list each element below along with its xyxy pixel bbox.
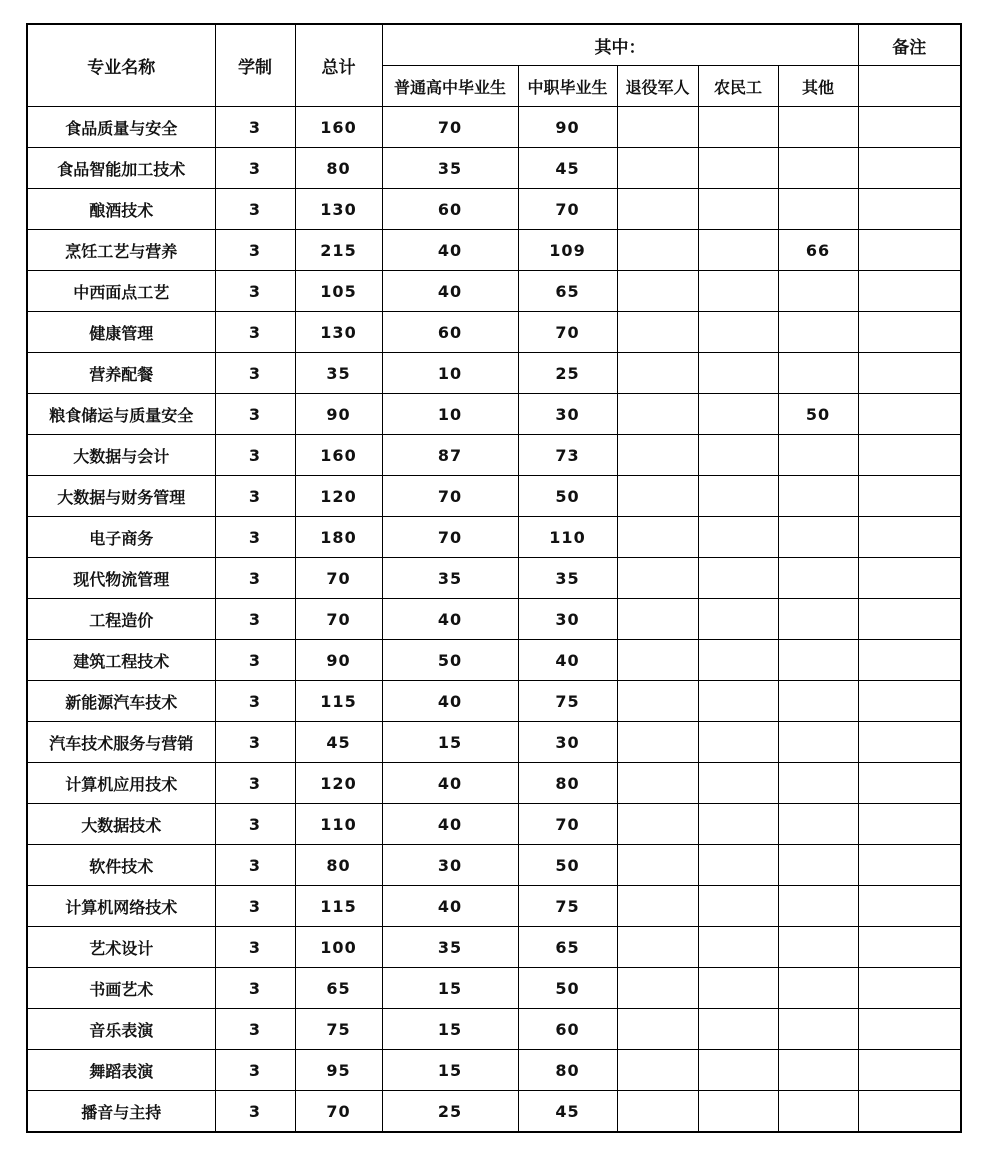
cell-high-school: 60: [382, 189, 518, 230]
cell-other: [778, 1009, 858, 1050]
table-row: [27, 189, 961, 230]
cell-total: 215: [295, 230, 382, 271]
cell-duration: 3: [215, 1009, 295, 1050]
cell-vocational: 75: [518, 886, 617, 927]
cell-other: [778, 312, 858, 353]
cell-veterans: [617, 558, 698, 599]
cell-migrant-workers: [698, 1091, 778, 1133]
cell-duration: 3: [215, 271, 295, 312]
cell-duration: 3: [215, 845, 295, 886]
cell-vocational: 65: [518, 927, 617, 968]
cell-major-name: 中西面点工艺: [27, 271, 215, 312]
table-row: [27, 558, 961, 599]
cell-duration: 3: [215, 804, 295, 845]
cell-duration: 3: [215, 927, 295, 968]
cell-major-name: 计算机网络技术: [27, 886, 215, 927]
cell-total: 35: [295, 353, 382, 394]
cell-total: 45: [295, 722, 382, 763]
cell-remarks: [858, 107, 961, 148]
cell-remarks: [858, 763, 961, 804]
table-body: [27, 107, 961, 1133]
cell-high-school: 25: [382, 1091, 518, 1133]
cell-duration: 3: [215, 886, 295, 927]
cell-remarks: [858, 886, 961, 927]
cell-vocational: 65: [518, 271, 617, 312]
cell-total: 100: [295, 927, 382, 968]
cell-high-school: 35: [382, 927, 518, 968]
cell-other: [778, 353, 858, 394]
cell-high-school: 70: [382, 517, 518, 558]
cell-other: [778, 189, 858, 230]
cell-total: 115: [295, 886, 382, 927]
cell-migrant-workers: [698, 476, 778, 517]
cell-migrant-workers: [698, 148, 778, 189]
table-header: [27, 24, 961, 107]
table-row: [27, 517, 961, 558]
header-vocational: 中职毕业生: [518, 66, 617, 107]
header-remarks-sub: [858, 66, 961, 107]
cell-total: 65: [295, 968, 382, 1009]
cell-migrant-workers: [698, 435, 778, 476]
table-row: [27, 476, 961, 517]
cell-high-school: 40: [382, 886, 518, 927]
cell-vocational: 70: [518, 312, 617, 353]
cell-total: 130: [295, 189, 382, 230]
cell-remarks: [858, 640, 961, 681]
table-row: [27, 845, 961, 886]
cell-duration: 3: [215, 1050, 295, 1091]
table-row: [27, 886, 961, 927]
cell-migrant-workers: [698, 312, 778, 353]
table-row: [27, 230, 961, 271]
cell-vocational: 50: [518, 476, 617, 517]
cell-major-name: 舞蹈表演: [27, 1050, 215, 1091]
cell-major-name: 营养配餐: [27, 353, 215, 394]
cell-total: 90: [295, 394, 382, 435]
cell-duration: 3: [215, 681, 295, 722]
cell-veterans: [617, 722, 698, 763]
cell-vocational: 109: [518, 230, 617, 271]
cell-vocational: 40: [518, 640, 617, 681]
cell-migrant-workers: [698, 927, 778, 968]
cell-duration: 3: [215, 353, 295, 394]
header-remarks: 备注: [858, 24, 961, 66]
cell-veterans: [617, 517, 698, 558]
cell-duration: 3: [215, 763, 295, 804]
table-row: [27, 763, 961, 804]
cell-remarks: [858, 804, 961, 845]
cell-total: 180: [295, 517, 382, 558]
cell-vocational: 30: [518, 599, 617, 640]
cell-veterans: [617, 148, 698, 189]
header-other: 其他: [778, 66, 858, 107]
cell-high-school: 30: [382, 845, 518, 886]
cell-remarks: [858, 476, 961, 517]
cell-remarks: [858, 189, 961, 230]
cell-veterans: [617, 927, 698, 968]
cell-high-school: 40: [382, 599, 518, 640]
cell-major-name: 新能源汽车技术: [27, 681, 215, 722]
cell-duration: 3: [215, 148, 295, 189]
header-veterans: 退役军人: [617, 66, 698, 107]
cell-vocational: 30: [518, 722, 617, 763]
header-total: 总计: [295, 24, 382, 107]
cell-migrant-workers: [698, 394, 778, 435]
cell-remarks: [858, 230, 961, 271]
table-row: [27, 681, 961, 722]
cell-migrant-workers: [698, 353, 778, 394]
cell-veterans: [617, 640, 698, 681]
cell-major-name: 艺术设计: [27, 927, 215, 968]
cell-veterans: [617, 1050, 698, 1091]
cell-other: [778, 517, 858, 558]
cell-total: 160: [295, 107, 382, 148]
cell-high-school: 40: [382, 763, 518, 804]
cell-duration: 3: [215, 394, 295, 435]
cell-remarks: [858, 517, 961, 558]
cell-veterans: [617, 353, 698, 394]
cell-remarks: [858, 394, 961, 435]
cell-vocational: 70: [518, 804, 617, 845]
cell-veterans: [617, 845, 698, 886]
table-row: [27, 435, 961, 476]
cell-veterans: [617, 312, 698, 353]
cell-migrant-workers: [698, 558, 778, 599]
header-high-school: 普通高中毕业生: [382, 66, 518, 107]
cell-high-school: 15: [382, 968, 518, 1009]
table-row: [27, 312, 961, 353]
cell-other: [778, 681, 858, 722]
cell-major-name: 烹饪工艺与营养: [27, 230, 215, 271]
cell-vocational: 73: [518, 435, 617, 476]
cell-duration: 3: [215, 1091, 295, 1133]
cell-duration: 3: [215, 558, 295, 599]
cell-high-school: 40: [382, 271, 518, 312]
cell-remarks: [858, 845, 961, 886]
table-row: [27, 353, 961, 394]
cell-total: 70: [295, 1091, 382, 1133]
cell-high-school: 40: [382, 230, 518, 271]
table-row: [27, 1091, 961, 1133]
cell-veterans: [617, 886, 698, 927]
cell-remarks: [858, 312, 961, 353]
cell-other: [778, 886, 858, 927]
cell-high-school: 15: [382, 722, 518, 763]
cell-major-name: 食品质量与安全: [27, 107, 215, 148]
cell-major-name: 播音与主持: [27, 1091, 215, 1133]
cell-high-school: 35: [382, 148, 518, 189]
cell-remarks: [858, 558, 961, 599]
cell-high-school: 60: [382, 312, 518, 353]
table-row: [27, 804, 961, 845]
cell-vocational: 80: [518, 763, 617, 804]
cell-migrant-workers: [698, 968, 778, 1009]
cell-duration: 3: [215, 599, 295, 640]
cell-duration: 3: [215, 517, 295, 558]
cell-vocational: 75: [518, 681, 617, 722]
cell-migrant-workers: [698, 107, 778, 148]
header-major-name: 专业名称: [27, 24, 215, 107]
cell-duration: 3: [215, 107, 295, 148]
cell-other: [778, 845, 858, 886]
cell-major-name: 书画艺术: [27, 968, 215, 1009]
cell-major-name: 计算机应用技术: [27, 763, 215, 804]
cell-major-name: 食品智能加工技术: [27, 148, 215, 189]
cell-duration: 3: [215, 640, 295, 681]
cell-remarks: [858, 1050, 961, 1091]
cell-vocational: 70: [518, 189, 617, 230]
cell-veterans: [617, 599, 698, 640]
table-row: [27, 599, 961, 640]
cell-total: 80: [295, 148, 382, 189]
cell-other: [778, 107, 858, 148]
cell-major-name: 音乐表演: [27, 1009, 215, 1050]
cell-remarks: [858, 353, 961, 394]
cell-migrant-workers: [698, 517, 778, 558]
cell-migrant-workers: [698, 599, 778, 640]
cell-high-school: 10: [382, 394, 518, 435]
cell-high-school: 70: [382, 107, 518, 148]
table-row: [27, 722, 961, 763]
cell-remarks: [858, 599, 961, 640]
cell-remarks: [858, 148, 961, 189]
cell-major-name: 电子商务: [27, 517, 215, 558]
cell-veterans: [617, 230, 698, 271]
cell-veterans: [617, 189, 698, 230]
cell-total: 80: [295, 845, 382, 886]
cell-high-school: 87: [382, 435, 518, 476]
cell-major-name: 大数据技术: [27, 804, 215, 845]
cell-remarks: [858, 681, 961, 722]
cell-veterans: [617, 107, 698, 148]
cell-high-school: 15: [382, 1009, 518, 1050]
cell-vocational: 60: [518, 1009, 617, 1050]
cell-high-school: 10: [382, 353, 518, 394]
cell-total: 120: [295, 476, 382, 517]
cell-duration: 3: [215, 722, 295, 763]
table-row: [27, 148, 961, 189]
cell-other: [778, 148, 858, 189]
cell-major-name: 健康管理: [27, 312, 215, 353]
table-row: [27, 394, 961, 435]
cell-other: [778, 435, 858, 476]
enrollment-table: [26, 23, 962, 1133]
cell-migrant-workers: [698, 230, 778, 271]
cell-total: 70: [295, 599, 382, 640]
cell-veterans: [617, 435, 698, 476]
cell-veterans: [617, 271, 698, 312]
cell-duration: 3: [215, 476, 295, 517]
cell-veterans: [617, 804, 698, 845]
cell-major-name: 大数据与会计: [27, 435, 215, 476]
cell-veterans: [617, 476, 698, 517]
cell-major-name: 汽车技术服务与营销: [27, 722, 215, 763]
cell-vocational: 25: [518, 353, 617, 394]
header-duration: 学制: [215, 24, 295, 107]
cell-vocational: 35: [518, 558, 617, 599]
cell-veterans: [617, 1091, 698, 1133]
cell-total: 90: [295, 640, 382, 681]
cell-other: [778, 763, 858, 804]
cell-vocational: 50: [518, 968, 617, 1009]
cell-migrant-workers: [698, 271, 778, 312]
cell-migrant-workers: [698, 189, 778, 230]
cell-veterans: [617, 394, 698, 435]
cell-major-name: 建筑工程技术: [27, 640, 215, 681]
cell-duration: 3: [215, 189, 295, 230]
cell-migrant-workers: [698, 763, 778, 804]
cell-duration: 3: [215, 230, 295, 271]
cell-duration: 3: [215, 435, 295, 476]
cell-high-school: 40: [382, 681, 518, 722]
cell-major-name: 工程造价: [27, 599, 215, 640]
cell-migrant-workers: [698, 1009, 778, 1050]
cell-total: 115: [295, 681, 382, 722]
cell-other: [778, 640, 858, 681]
cell-veterans: [617, 763, 698, 804]
cell-remarks: [858, 722, 961, 763]
cell-vocational: 45: [518, 148, 617, 189]
cell-other: [778, 271, 858, 312]
cell-high-school: 70: [382, 476, 518, 517]
cell-vocational: 110: [518, 517, 617, 558]
cell-veterans: [617, 968, 698, 1009]
cell-migrant-workers: [698, 1050, 778, 1091]
cell-major-name: 粮食储运与质量安全: [27, 394, 215, 435]
header-row-main: [27, 24, 961, 66]
cell-total: 160: [295, 435, 382, 476]
table-row: [27, 1050, 961, 1091]
cell-other: 66: [778, 230, 858, 271]
cell-veterans: [617, 1009, 698, 1050]
cell-migrant-workers: [698, 886, 778, 927]
cell-major-name: 酿酒技术: [27, 189, 215, 230]
cell-high-school: 40: [382, 804, 518, 845]
cell-duration: 3: [215, 312, 295, 353]
cell-total: 70: [295, 558, 382, 599]
cell-other: 50: [778, 394, 858, 435]
cell-remarks: [858, 1009, 961, 1050]
cell-other: [778, 927, 858, 968]
cell-vocational: 80: [518, 1050, 617, 1091]
cell-high-school: 50: [382, 640, 518, 681]
table-row: [27, 107, 961, 148]
table-row: [27, 271, 961, 312]
cell-migrant-workers: [698, 722, 778, 763]
cell-migrant-workers: [698, 681, 778, 722]
header-of-which: 其中：: [382, 24, 858, 66]
cell-total: 130: [295, 312, 382, 353]
cell-duration: 3: [215, 968, 295, 1009]
cell-other: [778, 599, 858, 640]
cell-migrant-workers: [698, 804, 778, 845]
cell-total: 110: [295, 804, 382, 845]
cell-vocational: 90: [518, 107, 617, 148]
cell-total: 95: [295, 1050, 382, 1091]
cell-high-school: 15: [382, 1050, 518, 1091]
cell-other: [778, 968, 858, 1009]
cell-other: [778, 1050, 858, 1091]
cell-remarks: [858, 271, 961, 312]
table-row: [27, 1009, 961, 1050]
cell-high-school: 35: [382, 558, 518, 599]
table-row: [27, 968, 961, 1009]
cell-major-name: 大数据与财务管理: [27, 476, 215, 517]
cell-total: 75: [295, 1009, 382, 1050]
cell-remarks: [858, 1091, 961, 1133]
cell-remarks: [858, 927, 961, 968]
cell-veterans: [617, 681, 698, 722]
cell-major-name: 软件技术: [27, 845, 215, 886]
cell-vocational: 45: [518, 1091, 617, 1133]
cell-other: [778, 476, 858, 517]
cell-remarks: [858, 968, 961, 1009]
cell-other: [778, 722, 858, 763]
cell-migrant-workers: [698, 845, 778, 886]
cell-total: 120: [295, 763, 382, 804]
header-migrant-workers: 农民工: [698, 66, 778, 107]
cell-other: [778, 558, 858, 599]
table-row: [27, 640, 961, 681]
cell-remarks: [858, 435, 961, 476]
cell-migrant-workers: [698, 640, 778, 681]
table-row: [27, 927, 961, 968]
cell-total: 105: [295, 271, 382, 312]
cell-major-name: 现代物流管理: [27, 558, 215, 599]
cell-vocational: 30: [518, 394, 617, 435]
cell-other: [778, 804, 858, 845]
cell-vocational: 50: [518, 845, 617, 886]
cell-other: [778, 1091, 858, 1133]
